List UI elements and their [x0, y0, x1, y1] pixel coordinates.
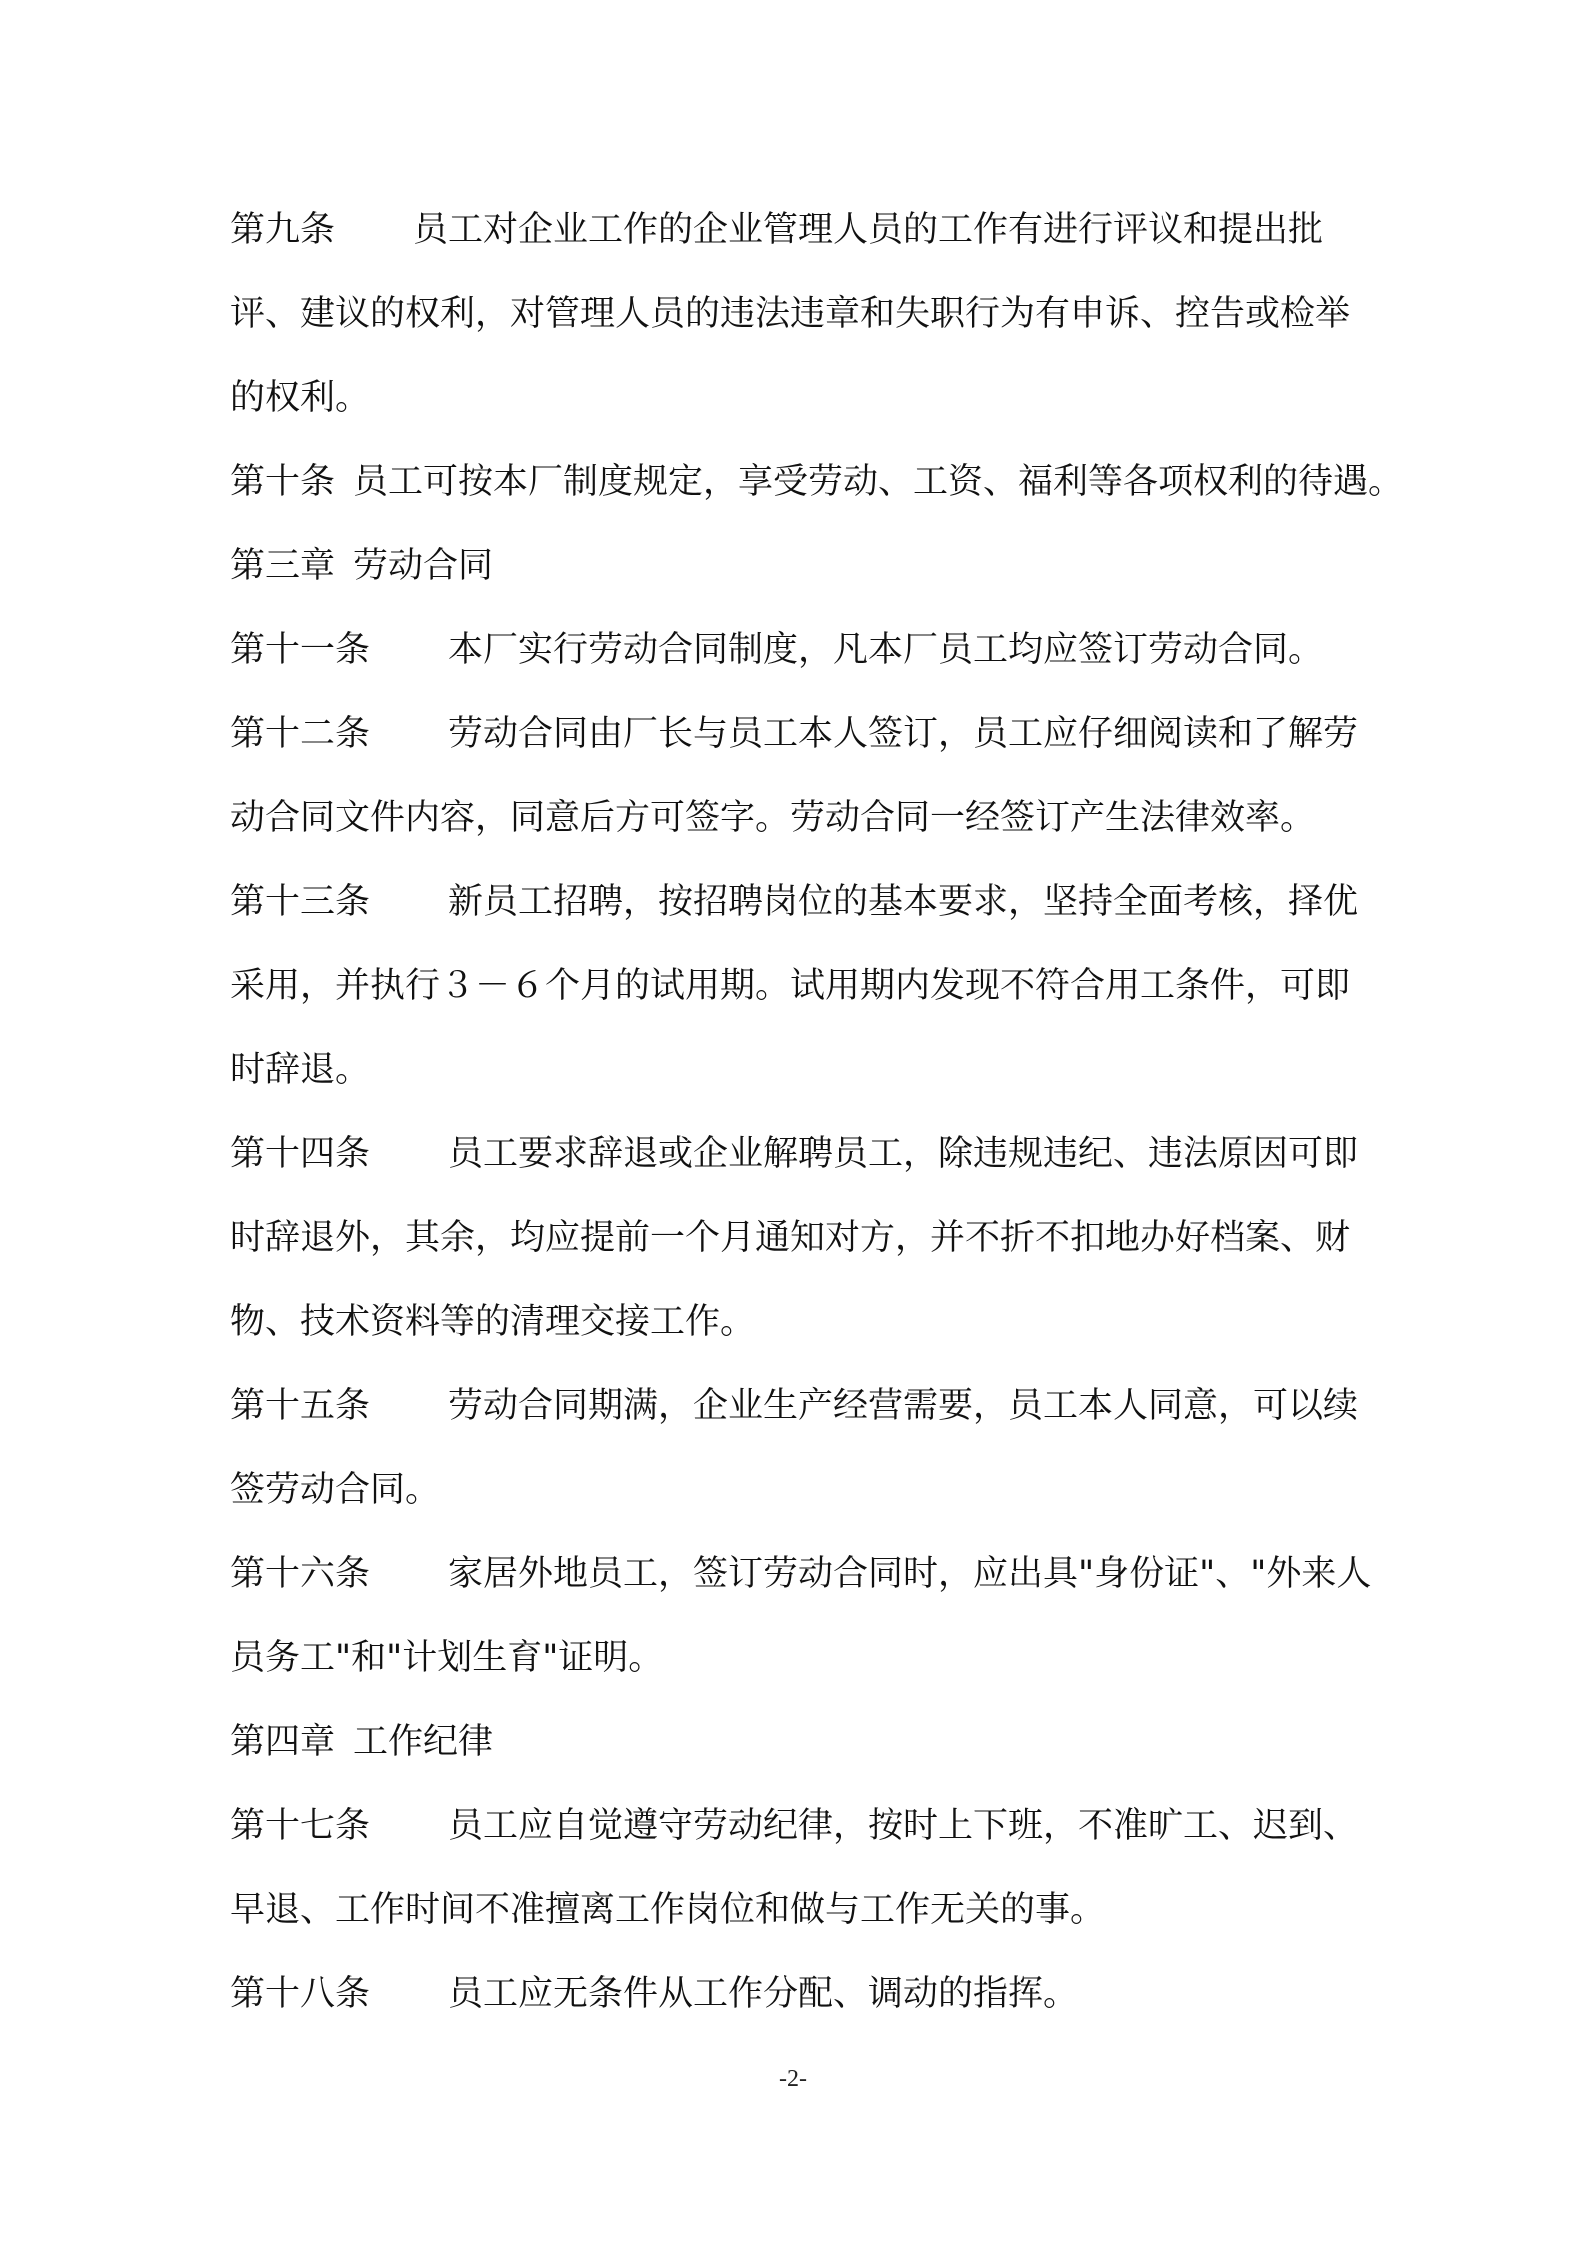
- text-line: [230, 440, 1450, 524]
- text-line: [230, 608, 1450, 692]
- text-line: [230, 1028, 1450, 1112]
- text-line: [230, 272, 1450, 356]
- page-number: -2-: [779, 2066, 807, 2092]
- article-label: 第十四条: [230, 1134, 371, 1174]
- article-text: 动合同文件内容，同意后方可签字。劳动合同一经签订产生法律效率。: [230, 798, 1316, 838]
- article-text: 员工应自觉遵守劳动纪律，按时上下班，不准旷工、迟到、: [448, 1806, 1359, 1846]
- text-line: [230, 1952, 1450, 2036]
- article-label: 第十六条: [230, 1554, 371, 1594]
- article-label: 第十八条: [230, 1974, 371, 2014]
- text-line: [230, 1280, 1450, 1364]
- text-line: [230, 944, 1450, 1028]
- article-text: 家居外地员工，签订劳动合同时，应出具"身份证"、"外来人: [448, 1554, 1372, 1594]
- article-label: 第九条: [230, 210, 336, 250]
- article-text: 本厂实行劳动合同制度，凡本厂员工均应签订劳动合同。: [448, 630, 1324, 670]
- article-text: 评、建议的权利，对管理人员的违法违章和失职行为有申诉、控告或检举: [230, 294, 1351, 334]
- article-text: 劳动合同: [353, 546, 494, 586]
- text-line: [230, 1112, 1450, 1196]
- text-line: [230, 356, 1450, 440]
- text-line: [230, 188, 1450, 272]
- article-label: 第十条: [230, 462, 336, 502]
- document-body: [230, 188, 1450, 2036]
- article-label: 第十五条: [230, 1386, 371, 1426]
- article-text: 早退、工作时间不准擅离工作岗位和做与工作无关的事。: [230, 1890, 1106, 1930]
- text-line: [230, 860, 1450, 944]
- text-line: [230, 1868, 1450, 1952]
- text-line: [230, 1700, 1450, 1784]
- article-text: 新员工招聘，按招聘岗位的基本要求，坚持全面考核，择优: [448, 882, 1359, 922]
- article-text: 时辞退。: [230, 1050, 371, 1090]
- article-label: 第四章: [230, 1722, 336, 1762]
- article-text: 签劳动合同。: [230, 1470, 441, 1510]
- text-line: [230, 1532, 1450, 1616]
- article-label: 第三章: [230, 546, 336, 586]
- article-label: 第十一条: [230, 630, 371, 670]
- article-text: 劳动合同期满，企业生产经营需要，员工本人同意，可以续: [448, 1386, 1359, 1426]
- text-line: [230, 1364, 1450, 1448]
- text-line: [230, 1784, 1450, 1868]
- text-line: [230, 692, 1450, 776]
- article-text: 员工对企业工作的企业管理人员的工作有进行评议和提出批: [413, 210, 1324, 250]
- article-text: 劳动合同由厂长与员工本人签订，员工应仔细阅读和了解劳: [448, 714, 1359, 754]
- article-text: 员工要求辞退或企业解聘员工，除违规违纪、违法原因可即: [448, 1134, 1359, 1174]
- text-line: [230, 776, 1450, 860]
- text-line: [230, 1196, 1450, 1280]
- article-label: 第十三条: [230, 882, 371, 922]
- article-text: 物、技术资料等的清理交接工作。: [230, 1302, 756, 1342]
- text-line: [230, 1448, 1450, 1532]
- text-line: [230, 1616, 1450, 1700]
- text-line: [230, 524, 1450, 608]
- article-label: 第十七条: [230, 1806, 371, 1846]
- article-label: 第十二条: [230, 714, 371, 754]
- article-text: 时辞退外，其余，均应提前一个月通知对方，并不折不扣地办好档案、财: [230, 1218, 1351, 1258]
- article-text: 采用，并执行３－６个月的试用期。试用期内发现不符合用工条件，可即: [230, 966, 1351, 1006]
- article-text: 员工应无条件从工作分配、调动的指挥。: [448, 1974, 1079, 2014]
- article-text: 员工可按本厂制度规定，享受劳动、工资、福利等各项权利的待遇。: [353, 462, 1404, 502]
- article-text: 员务工"和"计划生育"证明。: [230, 1638, 664, 1678]
- article-text: 工作纪律: [353, 1722, 494, 1762]
- article-text: 的权利。: [230, 378, 371, 418]
